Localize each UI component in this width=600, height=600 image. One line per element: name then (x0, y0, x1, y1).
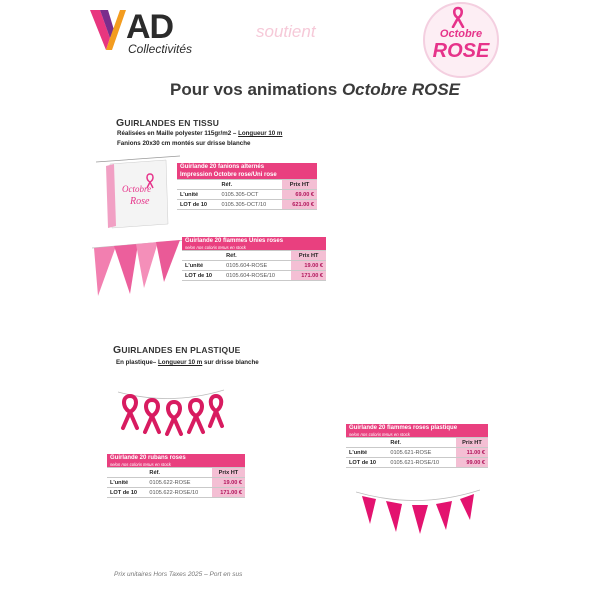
table-row (177, 200, 317, 210)
row-label: LOT de 10 (177, 200, 218, 210)
row-label: LOT de 10 (346, 458, 387, 468)
row-price: 19.00 € (291, 261, 326, 271)
col-price: Prix HT (212, 468, 245, 478)
tagline: soutient (256, 22, 316, 41)
plastic-pennant-garland-image (356, 488, 480, 538)
row-price: 171.00 € (212, 488, 245, 498)
logo-text: AD (126, 8, 174, 46)
empty-cell (182, 251, 223, 261)
row-label: L'unité (182, 261, 223, 271)
heading-rest: UIRLANDES EN TISSU (124, 118, 220, 128)
product-name (346, 424, 488, 438)
heading-initial: G (113, 344, 122, 356)
col-ref: Réf. (223, 251, 291, 261)
footer-note: Prix unitaires Hors Taxes 2025 – Port en sus (114, 571, 243, 578)
row-ref: 0105.604-ROSE/10 (223, 271, 291, 281)
product-name (177, 163, 317, 180)
product-title: Guirlande 20 fanions alternés (180, 164, 265, 170)
badge-line2: ROSE (432, 40, 490, 62)
product-name (107, 454, 245, 468)
section-tissu-heading (116, 117, 219, 129)
product-subtitle: selon nos coloris tenus en stock (110, 462, 171, 467)
empty-cell (346, 438, 387, 448)
product-subtitle: selon nos coloris tenus en stock (185, 245, 246, 250)
plastique-line1-prefix: En plastique– (116, 359, 158, 366)
table-row (177, 190, 317, 200)
product-subtitle: Impression Octobre rose/Uni rose (180, 172, 277, 178)
row-ref: 0105.622-ROSE (146, 478, 211, 488)
tissu-line1-prefix: Réalisées en Maille polyester 115gr/m2 – (117, 130, 239, 137)
row-label: LOT de 10 (182, 271, 223, 281)
table-row (346, 458, 488, 468)
pink-pennant-garland-image (92, 238, 188, 300)
table-row (107, 478, 245, 488)
price-table-2 (182, 237, 326, 281)
vad-logo-v-icon (90, 8, 126, 52)
row-label: L'unité (107, 478, 146, 488)
empty-cell (177, 180, 218, 190)
table-row (182, 271, 326, 281)
col-ref: Réf. (387, 438, 456, 448)
price-table-1 (177, 163, 317, 210)
row-ref: 0105.305-OCT/10 (218, 200, 282, 210)
table-row (346, 448, 488, 458)
heading-initial: G (116, 117, 125, 129)
col-ref: Réf. (146, 468, 211, 478)
col-price: Prix HT (291, 251, 326, 261)
product-title: Guirlande 20 rubans roses (110, 455, 186, 461)
table-row (182, 261, 326, 271)
row-price: 171.00 € (291, 271, 326, 281)
row-price: 99.00 € (456, 458, 488, 468)
plastique-line1 (116, 359, 259, 366)
title-prefix: Pour vos animations (170, 80, 342, 99)
fabric-garland-image (96, 152, 180, 230)
svg-text:Octobre: Octobre (122, 184, 152, 194)
row-price: 621.00 € (282, 200, 317, 210)
price-table-4 (346, 424, 488, 468)
empty-cell (107, 468, 146, 478)
logo-subtitle: Collectivités (128, 42, 193, 56)
tissu-line2: Fanions 20x30 cm montés sur drisse blanche (117, 140, 251, 147)
section-plastique-heading (113, 344, 241, 356)
row-ref: 0105.622-ROSE/10 (146, 488, 211, 498)
badge-line1: Octobre (439, 28, 483, 40)
row-price: 11.00 € (456, 448, 488, 458)
tissu-line1 (117, 130, 282, 137)
plastique-length: Longueur 10 m (157, 359, 203, 366)
row-label: L'unité (177, 190, 218, 200)
table-row (107, 488, 245, 498)
svg-text:Rose: Rose (130, 196, 150, 207)
col-price: Prix HT (456, 438, 488, 448)
col-price: Prix HT (282, 180, 317, 190)
tissu-length: Longueur 10 m (238, 130, 283, 137)
ribbon-garland-image (116, 384, 226, 436)
heading-rest: UIRLANDES EN PLASTIQUE (121, 345, 241, 355)
row-price: 69.00 € (282, 190, 317, 200)
row-label: L'unité (346, 448, 387, 458)
row-ref: 0105.621-ROSE (387, 448, 456, 458)
page-title (170, 80, 460, 100)
col-ref: Réf. (218, 180, 282, 190)
product-title: Guirlande 20 flammes roses plastique (349, 425, 458, 431)
product-name (182, 237, 326, 251)
pink-ribbon-icon (450, 6, 466, 28)
price-table-3 (107, 454, 245, 498)
row-ref: 0105.604-ROSE (223, 261, 291, 271)
row-label: LOT de 10 (107, 488, 146, 498)
product-subtitle: selon nos coloris tenus en stock (349, 432, 410, 437)
row-price: 19.00 € (212, 478, 245, 488)
row-ref: 0105.305-OCT (218, 190, 282, 200)
plastique-line1-suffix: sur drisse blanche (202, 359, 259, 366)
row-ref: 0105.621-ROSE/10 (387, 458, 456, 468)
title-emphasis: Octobre ROSE (341, 80, 461, 99)
product-title: Guirlande 20 flammes Unies roses (185, 238, 284, 244)
